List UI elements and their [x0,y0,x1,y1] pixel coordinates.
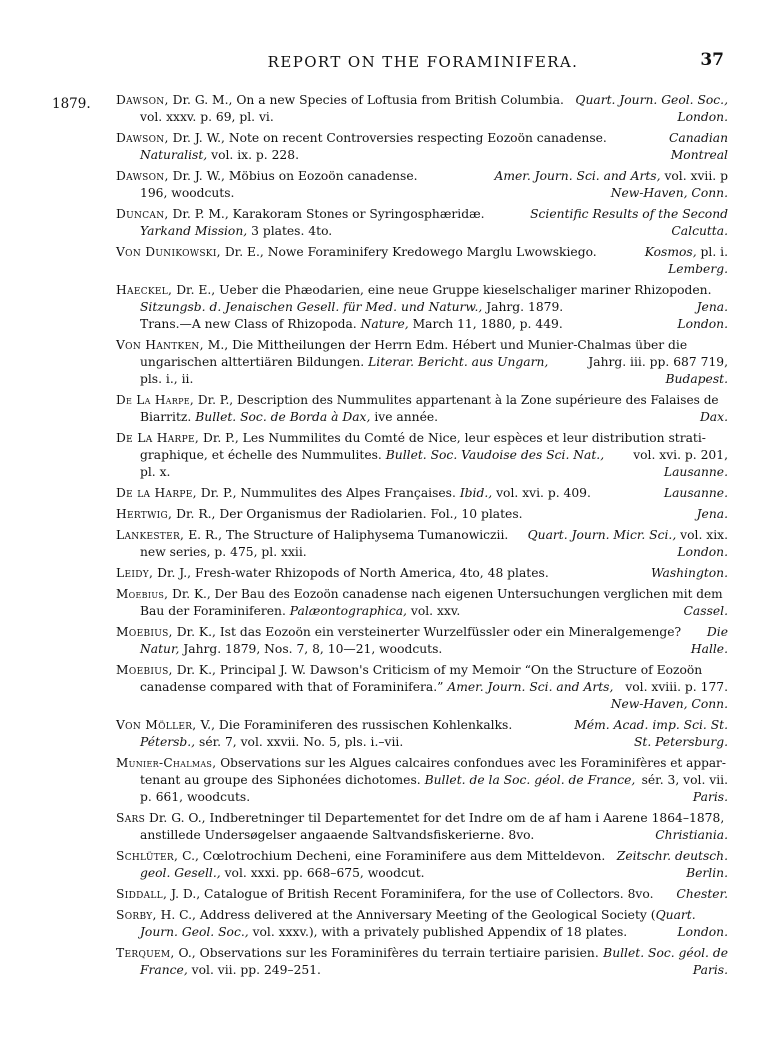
entry-text: Dr. E., Ueber die Phæodarien, eine neue Gruppe kieselschaliger mariner Rhizopoden. [176,283,712,297]
bibliography-entry [116,244,728,278]
entry-place: Paris. [692,790,728,804]
entry-text: V., Die Foraminiferen des russischen Kohlenkalks. [200,718,513,732]
entry-place: Chester. [676,887,728,901]
entry-journal: Journ. Geol. Soc., [140,925,249,939]
entry-journal: Sitzungsb. d. Jenaischen Gesell. für Med. und Naturw., [140,300,483,314]
entry-journal: Die [706,625,728,639]
entry-text: Jahrg. iii. pp. 687 719, [588,355,728,369]
bibliography-entry [116,810,728,844]
entry-text: p. 661, woodcuts. [140,790,251,804]
bibliography-entry [116,527,728,561]
entry-text: H. C., Address delivered at the Anniversary Meeting of the Geological Society ( [160,908,656,922]
entry-author: Terquem, [116,946,175,960]
bibliography-entry [116,624,728,658]
entry-author: Munier-Chalmas, [116,756,217,770]
entry-text: Dr. R., Der Organismus der Radiolarien. Fol., 10 plates. [176,507,523,521]
entry-text: ive année. [374,410,439,424]
entry-text: Biarritz. [140,410,192,424]
entry-author: Von Hantken, [116,338,204,352]
bibliography-entry [116,886,728,903]
bibliography-entry [116,282,728,333]
entry-text: vol. xxxi. pp. 668–675, woodcut. [224,866,425,880]
entry-text: graphique, et échelle des Nummulites. [140,448,382,462]
entry-journal: Bullet. de la Soc. géol. de France, [424,773,636,787]
entry-place: Lausanne. [663,486,728,500]
entry-text: 196, woodcuts. [140,186,235,200]
entry-place: Washington. [650,566,728,580]
entry-author: Haeckel, [116,283,173,297]
bibliography-entry [116,506,728,523]
entry-journal: Quart. Journ. Micr. Sci., [527,528,677,542]
page-number: 37 [700,50,724,70]
bibliography-entry [116,130,728,164]
bibliography-entry [116,206,728,240]
entry-journal: Literar. Bericht. aus Ungarn, [368,355,549,369]
running-title: REPORT ON THE FORAMINIFERA. [267,53,579,71]
bibliography-entry [116,755,728,806]
entry-author: Moebius, [116,663,173,677]
entry-text: vol. xvi. p. 201, [633,448,728,462]
entry-journal: Mém. Acad. imp. Sci. St. [574,718,728,732]
entry-journal: Palæontographica, [289,604,407,618]
entry-text: new series, p. 475, pl. xxii. [140,545,307,559]
bibliography-entry [116,907,728,941]
entry-journal: Naturalist, [140,148,208,162]
entry-text: vol. ix. p. 228. [211,148,299,162]
entry-author: Siddall, [116,887,168,901]
entry-text: sér. 3, vol. vii. [641,773,728,787]
entry-text: vol. xxxv.), with a privately published Appendix of 18 plates. [252,925,628,939]
entry-place: London. [677,925,728,939]
entry-text: E. R., The Structure of Haliphysema Tumanowiczii. [188,528,509,542]
bibliography-entry [116,662,728,713]
bibliography-entry [116,945,728,979]
entry-place: London. [677,110,728,124]
entry-author: Moebius, [116,625,173,639]
entry-text: vol. xix. [680,528,728,542]
bibliography-entry [116,92,728,126]
entry-place: Lausanne. [663,465,728,479]
entry-text: Dr. J. W., Note on recent Controversies respecting Eozoön canadense. [172,131,607,145]
entry-text: Dr. J. W., Möbius on Eozoön canadense. [172,169,418,183]
entry-text: Dr. K., Ist das Eozoön ein versteinerter Wurzelfüssler oder ein Mineralgemenge? [176,625,682,639]
bibliography-entry [116,848,728,882]
entry-author: Lankester, [116,528,185,542]
entry-text: O., Observations sur les Foraminifères du terrain tertiaire parisien. [178,946,599,960]
entry-text: Dr. G. O., Indberetninger til Departementet for det Indre om de af ham i Aarene 1864–1878, [149,811,725,825]
entry-place: Jena. [696,507,728,521]
entry-author: Moebius, [116,587,169,601]
entry-text: March 11, 1880, p. 449. [412,317,563,331]
entry-place: Montreal [670,148,728,162]
entry-text: Dr. P., Les Nummilites du Comté de Nice, leur espèces et leur distribution strati- [202,431,706,445]
bibliography-entry [116,717,728,751]
bibliography-entry [116,565,728,582]
bibliography-entry [116,586,728,620]
entry-journal: Quart. [655,908,696,922]
entry-place: St. Petersburg. [633,735,728,749]
entry-journal: France, [140,963,188,977]
bibliography-entry [116,430,728,481]
entry-author: De la Harpe, [116,486,197,500]
entry-place: Halle. [690,642,728,656]
page-header [120,50,726,72]
entry-text: ungarischen alttertiären Bildungen. [140,355,365,369]
entry-text: Bau der Foraminiferen. [140,604,286,618]
entry-author: Sars [116,811,146,825]
entry-author: Duncan, [116,207,169,221]
entry-place: London. [677,317,728,331]
entry-text: M., Die Mittheilungen der Herrn Edm. Hébert und Munier-Chalmas über die [207,338,688,352]
entry-text: Observations sur les Algues calcaires confondues avec les Foraminifères et appar- [220,756,726,770]
bibliography-entry [116,337,728,388]
entry-place: Cassel. [683,604,728,618]
entry-text: vol. xxxv. p. 69, pl. vi. [140,110,274,124]
entry-place: Berlin. [686,866,728,880]
entry-journal: Amer. Journ. Sci. and Arts, [447,680,614,694]
entry-journal: Bullet. Soc. de Borda à Dax, [195,410,371,424]
entry-journal: Natur, [140,642,180,656]
entry-text: 3 plates. 4to. [251,224,333,238]
entry-author: De La Harpe, [116,393,195,407]
entry-text: pls. i., ii. [140,372,194,386]
entry-text: Dr. P., Description des Nummulites appartenant à la Zone supérieure des Falaises de [197,393,719,407]
entry-journal: Ibid., [459,486,493,500]
entry-place: New-Haven, Conn. [610,697,728,711]
entry-text: vol. xvi. p. 409. [496,486,591,500]
entry-place: Jena. [696,300,728,314]
entry-text: Jahrg. 1879. [486,300,564,314]
entry-text: Trans.—A new Class of Rhizopoda. [140,317,357,331]
entry-text: Dr. K., Der Bau des Eozoön canadense nach eigenen Untersuchungen verglichen mit dem [172,587,723,601]
entry-journal: Nature, [360,317,409,331]
entry-journal: Bullet. Soc. géol. de [603,946,728,960]
entry-text: Dr. P. M., Karakoram Stones or Syringosphæridæ. [172,207,485,221]
entry-place: Dax. [699,410,728,424]
entry-text: vol. xviii. p. 177. [625,680,728,694]
entry-journal: Amer. Journ. Sci. and Arts, [494,169,661,183]
entry-journal: Scientific Results of the Second [530,207,728,221]
entry-journal: Zeitschr. deutsch. [616,849,728,863]
entry-text: canadense compared with that of Foraminifera.” [140,680,444,694]
entry-journal: geol. Gesell., [140,866,221,880]
entry-journal: Yarkand Mission, [140,224,248,238]
bibliography-entry [116,485,728,502]
entry-journal: Canadian [668,131,728,145]
entry-author: Dawson, [116,169,169,183]
entry-author: Von Möller, [116,718,197,732]
entry-author: Schlüter, [116,849,179,863]
entry-journal: Pétersb., [140,735,196,749]
entry-text: pl. x. [140,465,171,479]
entry-author: Dawson, [116,93,169,107]
entry-text: Dr. J., Fresh-water Rhizopods of North America, 4to, 48 plates. [157,566,549,580]
entry-place: Budapest. [665,372,728,386]
entry-text: tenant au groupe des Siphonées dichotomes. [140,773,421,787]
entry-author: Von Dunikowski, [116,245,221,259]
bibliography-list [116,92,728,983]
bibliography-entry [116,168,728,202]
entry-text: Dr. P., Nummulites des Alpes Françaises. [200,486,456,500]
entry-journal: Quart. Journ. Geol. Soc., [575,93,728,107]
entry-place: Lemberg. [668,262,728,276]
entry-text: vol. vii. pp. 249–251. [191,963,321,977]
year-label: 1879. [52,96,91,112]
entry-text: vol. xvii. p [664,169,728,183]
entry-journal: Bullet. Soc. Vaudoise des Sci. Nat., [385,448,605,462]
entry-author: Hertwig, [116,507,173,521]
entry-text: Dr. G. M., On a new Species of Loftusia from British Columbia. [172,93,564,107]
entry-place: Christiania. [655,828,728,842]
entry-text: pl. i. [700,245,728,259]
entry-text: vol. xxv. [410,604,461,618]
entry-text: C., Cœlotrochium Decheni, eine Foraminifere aus dem Mitteldevon. [182,849,606,863]
entry-text: Dr. E., Nowe Foraminifery Kredowego Marglu Lwowskiego. [224,245,597,259]
entry-text: Dr. K., Principal J. W. Dawson's Criticism of my Memoir “On the Structure of Eozoön [176,663,703,677]
entry-author: Dawson, [116,131,169,145]
entry-text: anstillede Undersøgelser angaaende Saltvandsfiskerierne. 8vo. [140,828,535,842]
entry-place: Calcutta. [671,224,728,238]
entry-place: Paris. [692,963,728,977]
entry-place: New-Haven, Conn. [610,186,728,200]
entry-author: Leidy, [116,566,154,580]
bibliography-entry [116,392,728,426]
entry-text: sér. 7, vol. xxvii. No. 5, pls. i.–vii. [199,735,404,749]
entry-author: Sorby, [116,908,157,922]
entry-journal: Kosmos, [644,245,697,259]
entry-place: London. [677,545,728,559]
entry-author: De La Harpe, [116,431,200,445]
entry-text: Jahrg. 1879, Nos. 7, 8, 10—21, woodcuts. [183,642,443,656]
entry-text: J. D., Catalogue of British Recent Foraminifera, for the use of Collectors. 8vo. [171,887,654,901]
